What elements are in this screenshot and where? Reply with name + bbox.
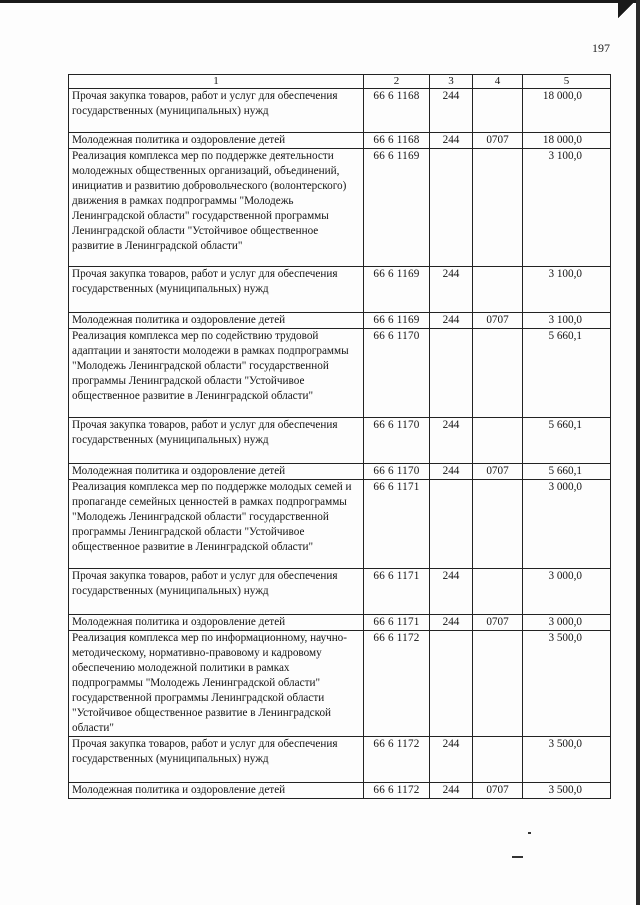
row-rz (473, 737, 523, 783)
row-rz (473, 418, 523, 464)
table-row (69, 615, 611, 631)
row-name: Реализация комплекса мер по поддержке деятельности молодежных общественных организаций, объединений, инициатив и развитию добровольческого (волонтерского) движения в рамках подпрограммы "Молодежь Ленинградской области" государственной программы Ленинградской области "Устойчивое общественное развитие в Ленинградской области" (69, 149, 364, 267)
header-col-4: 4 (473, 75, 523, 89)
row-name: Реализация комплекса мер по информационному, научно-методическому, нормативно-правовому и кадровому обеспечению молодежной политики в рамках подпрограммы "Молодежь Ленинградской области" государственной программы Ленинградской области "Устойчивое общественное развитие в Ленинградской области" (69, 631, 364, 737)
row-sum: 5 660,1 (523, 329, 611, 418)
table-row (69, 313, 611, 329)
row-rz (473, 267, 523, 313)
scan-edge-corner (618, 0, 640, 18)
header-col-2: 2 (364, 75, 430, 89)
table-row (69, 149, 611, 267)
table-row (69, 418, 611, 464)
row-name: Прочая закупка товаров, работ и услуг для обеспечения государственных (муниципальных) нужд (69, 267, 364, 313)
table-row (69, 480, 611, 569)
row-csr: 66 6 1168 (364, 133, 430, 149)
row-rz (473, 89, 523, 133)
row-rz: 0707 (473, 615, 523, 631)
row-csr: 66 6 1168 (364, 89, 430, 133)
row-sum: 5 660,1 (523, 464, 611, 480)
row-vr: 244 (430, 267, 473, 313)
row-rz: 0707 (473, 464, 523, 480)
row-vr: 244 (430, 133, 473, 149)
row-csr: 66 6 1169 (364, 149, 430, 267)
row-vr (430, 329, 473, 418)
row-rz: 0707 (473, 783, 523, 799)
table-row (69, 569, 611, 615)
row-vr: 244 (430, 313, 473, 329)
row-csr: 66 6 1172 (364, 783, 430, 799)
row-vr (430, 149, 473, 267)
row-name: Прочая закупка товаров, работ и услуг для обеспечения государственных (муниципальных) нужд (69, 569, 364, 615)
row-sum: 3 500,0 (523, 631, 611, 737)
table-row (69, 464, 611, 480)
table-header-row (69, 75, 611, 89)
row-csr: 66 6 1170 (364, 329, 430, 418)
row-csr: 66 6 1169 (364, 267, 430, 313)
scan-mark-dash (512, 856, 523, 858)
row-rz: 0707 (473, 133, 523, 149)
row-sum: 3 000,0 (523, 480, 611, 569)
header-col-5: 5 (523, 75, 611, 89)
row-rz (473, 480, 523, 569)
row-name: Молодежная политика и оздоровление детей (69, 464, 364, 480)
row-name: Реализация комплекса мер по содействию трудовой адаптации и занятости молодежи в рамках подпрограммы "Молодежь Ленинградской области" государственной программы Ленинградской области "Устойчивое общественное развитие в Ленинградской области" (69, 329, 364, 418)
page-number: 197 (592, 41, 610, 55)
row-rz (473, 149, 523, 267)
row-sum: 3 500,0 (523, 737, 611, 783)
row-csr: 66 6 1171 (364, 480, 430, 569)
table-row (69, 267, 611, 313)
row-sum: 18 000,0 (523, 89, 611, 133)
row-sum: 3 100,0 (523, 149, 611, 267)
row-csr: 66 6 1172 (364, 737, 430, 783)
row-sum: 3 000,0 (523, 569, 611, 615)
row-name: Прочая закупка товаров, работ и услуг для обеспечения государственных (муниципальных) нужд (69, 89, 364, 133)
row-csr: 66 6 1172 (364, 631, 430, 737)
row-sum: 3 000,0 (523, 615, 611, 631)
row-sum: 3 100,0 (523, 313, 611, 329)
row-csr: 66 6 1169 (364, 313, 430, 329)
row-vr: 244 (430, 615, 473, 631)
row-sum: 3 500,0 (523, 783, 611, 799)
table-row (69, 631, 611, 737)
table-row (69, 783, 611, 799)
table-row (69, 737, 611, 783)
row-sum: 3 100,0 (523, 267, 611, 313)
header-col-1: 1 (69, 75, 364, 89)
table-row (69, 89, 611, 133)
row-vr: 244 (430, 783, 473, 799)
row-vr (430, 480, 473, 569)
table-row (69, 329, 611, 418)
row-csr: 66 6 1170 (364, 464, 430, 480)
table-row (69, 133, 611, 149)
row-sum: 5 660,1 (523, 418, 611, 464)
row-rz (473, 569, 523, 615)
header-col-3: 3 (430, 75, 473, 89)
scan-edge-right (636, 0, 640, 905)
row-csr: 66 6 1171 (364, 569, 430, 615)
row-vr (430, 631, 473, 737)
scan-edge-top (0, 0, 636, 3)
row-rz: 0707 (473, 313, 523, 329)
row-name: Реализация комплекса мер по поддержке молодых семей и пропаганде семейных ценностей в рамках подпрограммы "Молодежь Ленинградской области" государственной программы Ленинградской области "Устойчивое общественное развитие в Ленинградской области" (69, 480, 364, 569)
row-name: Молодежная политика и оздоровление детей (69, 783, 364, 799)
row-name: Молодежная политика и оздоровление детей (69, 313, 364, 329)
row-csr: 66 6 1171 (364, 615, 430, 631)
row-vr: 244 (430, 464, 473, 480)
row-name: Прочая закупка товаров, работ и услуг для обеспечения государственных (муниципальных) нужд (69, 737, 364, 783)
row-sum: 18 000,0 (523, 133, 611, 149)
row-rz (473, 631, 523, 737)
row-vr: 244 (430, 569, 473, 615)
row-vr: 244 (430, 89, 473, 133)
budget-table (68, 74, 611, 799)
scan-mark-dot (528, 832, 531, 834)
row-name: Прочая закупка товаров, работ и услуг для обеспечения государственных (муниципальных) нужд (69, 418, 364, 464)
row-vr: 244 (430, 737, 473, 783)
row-csr: 66 6 1170 (364, 418, 430, 464)
row-name: Молодежная политика и оздоровление детей (69, 615, 364, 631)
row-vr: 244 (430, 418, 473, 464)
row-rz (473, 329, 523, 418)
row-name: Молодежная политика и оздоровление детей (69, 133, 364, 149)
